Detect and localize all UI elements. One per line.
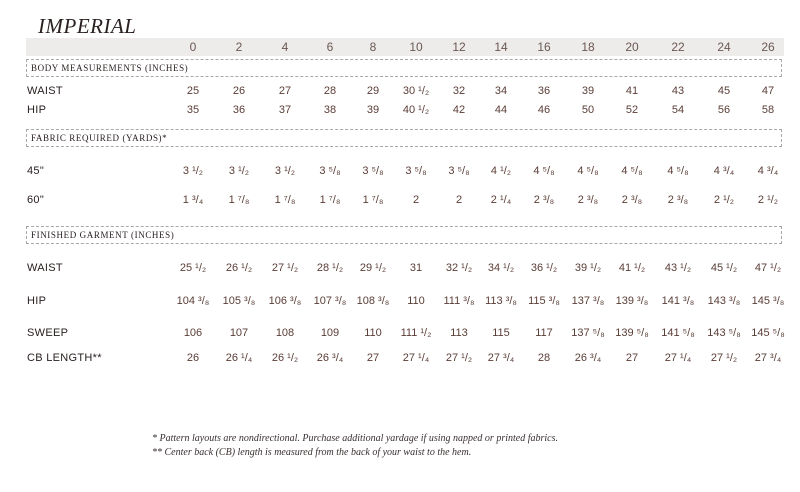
table-cell: 32 ¹/₂ [445, 262, 473, 274]
table-cell: 45 [717, 85, 731, 97]
size-header-20: 20 [625, 40, 639, 54]
table-cell: 29 ¹/₂ [359, 262, 387, 274]
row-label-waist: WAIST [27, 262, 63, 274]
table-cell: 40 ¹/₂ [402, 104, 430, 116]
table-cell: 2 [455, 194, 463, 206]
table-cell: 3 ¹/₂ [228, 165, 250, 177]
section-fabric-required-yards [26, 129, 782, 147]
table-cell: 36 [537, 85, 551, 97]
table-cell: 43 ¹/₂ [664, 262, 692, 274]
table-cell: 32 [452, 85, 466, 97]
table-cell: 26 ³/₄ [574, 352, 602, 364]
table-cell: 25 [186, 85, 200, 97]
table-cell: 50 [581, 104, 595, 116]
table-cell: 107 [229, 327, 249, 339]
table-cell: 108 ³/₈ [356, 295, 390, 307]
table-cell: 37 [278, 104, 292, 116]
table-cell: 36 [232, 104, 246, 116]
table-cell: 1 ⁷/₈ [319, 194, 341, 206]
table-cell: 4 ³/₄ [713, 165, 735, 177]
table-cell: 27 ¹/₄ [664, 352, 692, 364]
size-header-10: 10 [409, 40, 423, 54]
size-header-16: 16 [537, 40, 551, 54]
section-label: FABRIC REQUIRED (YARDS)* [31, 133, 168, 143]
table-cell: 47 [761, 85, 775, 97]
table-cell: 4 ⁵/₈ [667, 165, 689, 177]
table-cell: 27 [278, 85, 292, 97]
table-cell: 27 ³/₄ [754, 352, 782, 364]
row-label-60: 60" [27, 194, 45, 206]
row-label-cb-length: CB LENGTH** [27, 352, 102, 364]
table-cell: 27 ¹/₄ [402, 352, 430, 364]
table-cell: 2 ¹/₄ [490, 194, 512, 206]
table-cell: 145 ⁵/₈ [751, 327, 785, 339]
table-cell: 145 ³/₈ [751, 295, 785, 307]
size-header-26: 26 [761, 40, 775, 54]
table-cell: 56 [717, 104, 731, 116]
table-cell: 36 ¹/₂ [530, 262, 558, 274]
table-cell: 105 ³/₈ [222, 295, 256, 307]
table-cell: 108 [275, 327, 295, 339]
table-cell: 113 ³/₈ [485, 295, 517, 307]
table-cell: 137 ³/₈ [571, 295, 605, 307]
table-cell: 27 ¹/₂ [710, 352, 738, 364]
table-cell: 28 [323, 85, 337, 97]
table-cell: 2 ³/₈ [533, 194, 555, 206]
table-cell: 3 ¹/₂ [274, 165, 296, 177]
table-cell: 30 ¹/₂ [402, 85, 430, 97]
footnote-cb-length: ** Center back (CB) length is measured from the back of your waist to the hem. [152, 447, 472, 458]
table-cell: 2 ³/₈ [577, 194, 599, 206]
table-cell: 141 ³/₈ [661, 295, 695, 307]
table-cell: 28 [537, 352, 551, 364]
section-finished-garment-inches [26, 226, 782, 244]
table-cell: 31 [409, 262, 423, 274]
table-cell: 2 [412, 194, 420, 206]
size-header-12: 12 [452, 40, 466, 54]
footnote-pattern-layouts: * Pattern layouts are nondirectional. Purchase additional yardage if using napped or printed fabrics. [152, 433, 558, 444]
table-cell: 137 ⁵/₈ [571, 327, 605, 339]
table-cell: 117 [535, 327, 553, 339]
table-cell: 1 ⁷/₈ [362, 194, 384, 206]
table-cell: 46 [537, 104, 551, 116]
table-cell: 2 ³/₈ [667, 194, 689, 206]
table-cell: 2 ³/₈ [621, 194, 643, 206]
table-cell: 27 ¹/₂ [445, 352, 473, 364]
table-cell: 115 [492, 327, 510, 339]
table-cell: 27 [366, 352, 380, 364]
size-header-8: 8 [369, 40, 377, 54]
table-cell: 143 ⁵/₈ [707, 327, 741, 339]
table-cell: 143 ³/₈ [707, 295, 741, 307]
table-cell: 106 ³/₈ [268, 295, 302, 307]
table-cell: 52 [625, 104, 639, 116]
table-cell: 4 ⁵/₈ [577, 165, 599, 177]
table-cell: 43 [671, 85, 685, 97]
size-header-22: 22 [671, 40, 685, 54]
table-cell: 110 [364, 327, 382, 339]
section-label: BODY MEASUREMENTS (INCHES) [31, 63, 189, 73]
table-cell: 26 ¹/₂ [271, 352, 299, 364]
table-cell: 26 ³/₄ [316, 352, 344, 364]
table-cell: 3 ⁵/₈ [405, 165, 427, 177]
table-cell: 2 ¹/₂ [713, 194, 735, 206]
table-cell: 41 ¹/₂ [618, 262, 646, 274]
table-cell: 25 ¹/₂ [179, 262, 207, 274]
table-cell: 113 [450, 327, 468, 339]
row-label-hip: HIP [27, 295, 47, 307]
table-cell: 29 [366, 85, 380, 97]
table-cell: 110 [407, 295, 425, 307]
row-label-45: 45" [27, 165, 45, 177]
row-label-sweep: SWEEP [27, 327, 69, 339]
table-cell: 4 ⁵/₈ [533, 165, 555, 177]
table-cell: 1 ⁷/₈ [228, 194, 250, 206]
size-header-0: 0 [189, 40, 197, 54]
table-cell: 34 [494, 85, 508, 97]
table-cell: 28 ¹/₂ [316, 262, 344, 274]
table-cell: 4 ³/₄ [757, 165, 779, 177]
table-cell: 3 ⁵/₈ [362, 165, 384, 177]
table-cell: 109 [320, 327, 340, 339]
size-header-4: 4 [281, 40, 289, 54]
table-cell: 26 ¹/₄ [225, 352, 253, 364]
table-cell: 38 [323, 104, 337, 116]
table-cell: 41 [625, 85, 639, 97]
table-cell: 104 ³/₈ [176, 295, 210, 307]
table-cell: 3 ⁵/₈ [319, 165, 341, 177]
table-cell: 1 ³/₄ [182, 194, 204, 206]
table-cell: 111 ³/₈ [443, 295, 475, 307]
table-cell: 3 ⁵/₈ [448, 165, 470, 177]
table-cell: 111 ¹/₂ [400, 327, 432, 339]
size-header-14: 14 [494, 40, 508, 54]
table-cell: 39 [366, 104, 380, 116]
table-cell: 58 [761, 104, 775, 116]
table-cell: 27 ¹/₂ [271, 262, 299, 274]
table-cell: 27 ³/₄ [487, 352, 515, 364]
row-label-hip: HIP [27, 104, 47, 116]
table-cell: 42 [452, 104, 466, 116]
table-cell: 4 ¹/₂ [490, 165, 512, 177]
row-label-waist: WAIST [27, 85, 63, 97]
table-cell: 47 ¹/₂ [754, 262, 782, 274]
section-label: FINISHED GARMENT (INCHES) [31, 230, 175, 240]
table-cell: 54 [671, 104, 685, 116]
table-cell: 35 [186, 104, 200, 116]
size-header-18: 18 [581, 40, 595, 54]
table-cell: 2 ¹/₂ [757, 194, 779, 206]
size-header-2: 2 [235, 40, 243, 54]
table-cell: 106 [183, 327, 203, 339]
table-cell: 139 ³/₈ [615, 295, 649, 307]
table-cell: 26 [232, 85, 246, 97]
table-cell: 34 ¹/₂ [487, 262, 515, 274]
page-title: IMPERIAL [38, 14, 137, 38]
table-cell: 45 ¹/₂ [710, 262, 738, 274]
table-cell: 139 ⁵/₈ [615, 327, 649, 339]
table-cell: 4 ⁵/₈ [621, 165, 643, 177]
size-header-24: 24 [717, 40, 731, 54]
table-cell: 141 ⁵/₈ [661, 327, 695, 339]
section-body-measurements-inches [26, 59, 782, 77]
table-cell: 26 ¹/₂ [225, 262, 253, 274]
table-cell: 26 [186, 352, 200, 364]
table-cell: 39 ¹/₂ [574, 262, 602, 274]
table-cell: 39 [581, 85, 595, 97]
table-cell: 115 ³/₈ [528, 295, 560, 307]
table-cell: 27 [625, 352, 639, 364]
size-header-6: 6 [326, 40, 334, 54]
table-cell: 3 ¹/₂ [182, 165, 204, 177]
table-cell: 1 ⁷/₈ [274, 194, 296, 206]
table-cell: 44 [494, 104, 508, 116]
table-cell: 107 ³/₈ [313, 295, 347, 307]
